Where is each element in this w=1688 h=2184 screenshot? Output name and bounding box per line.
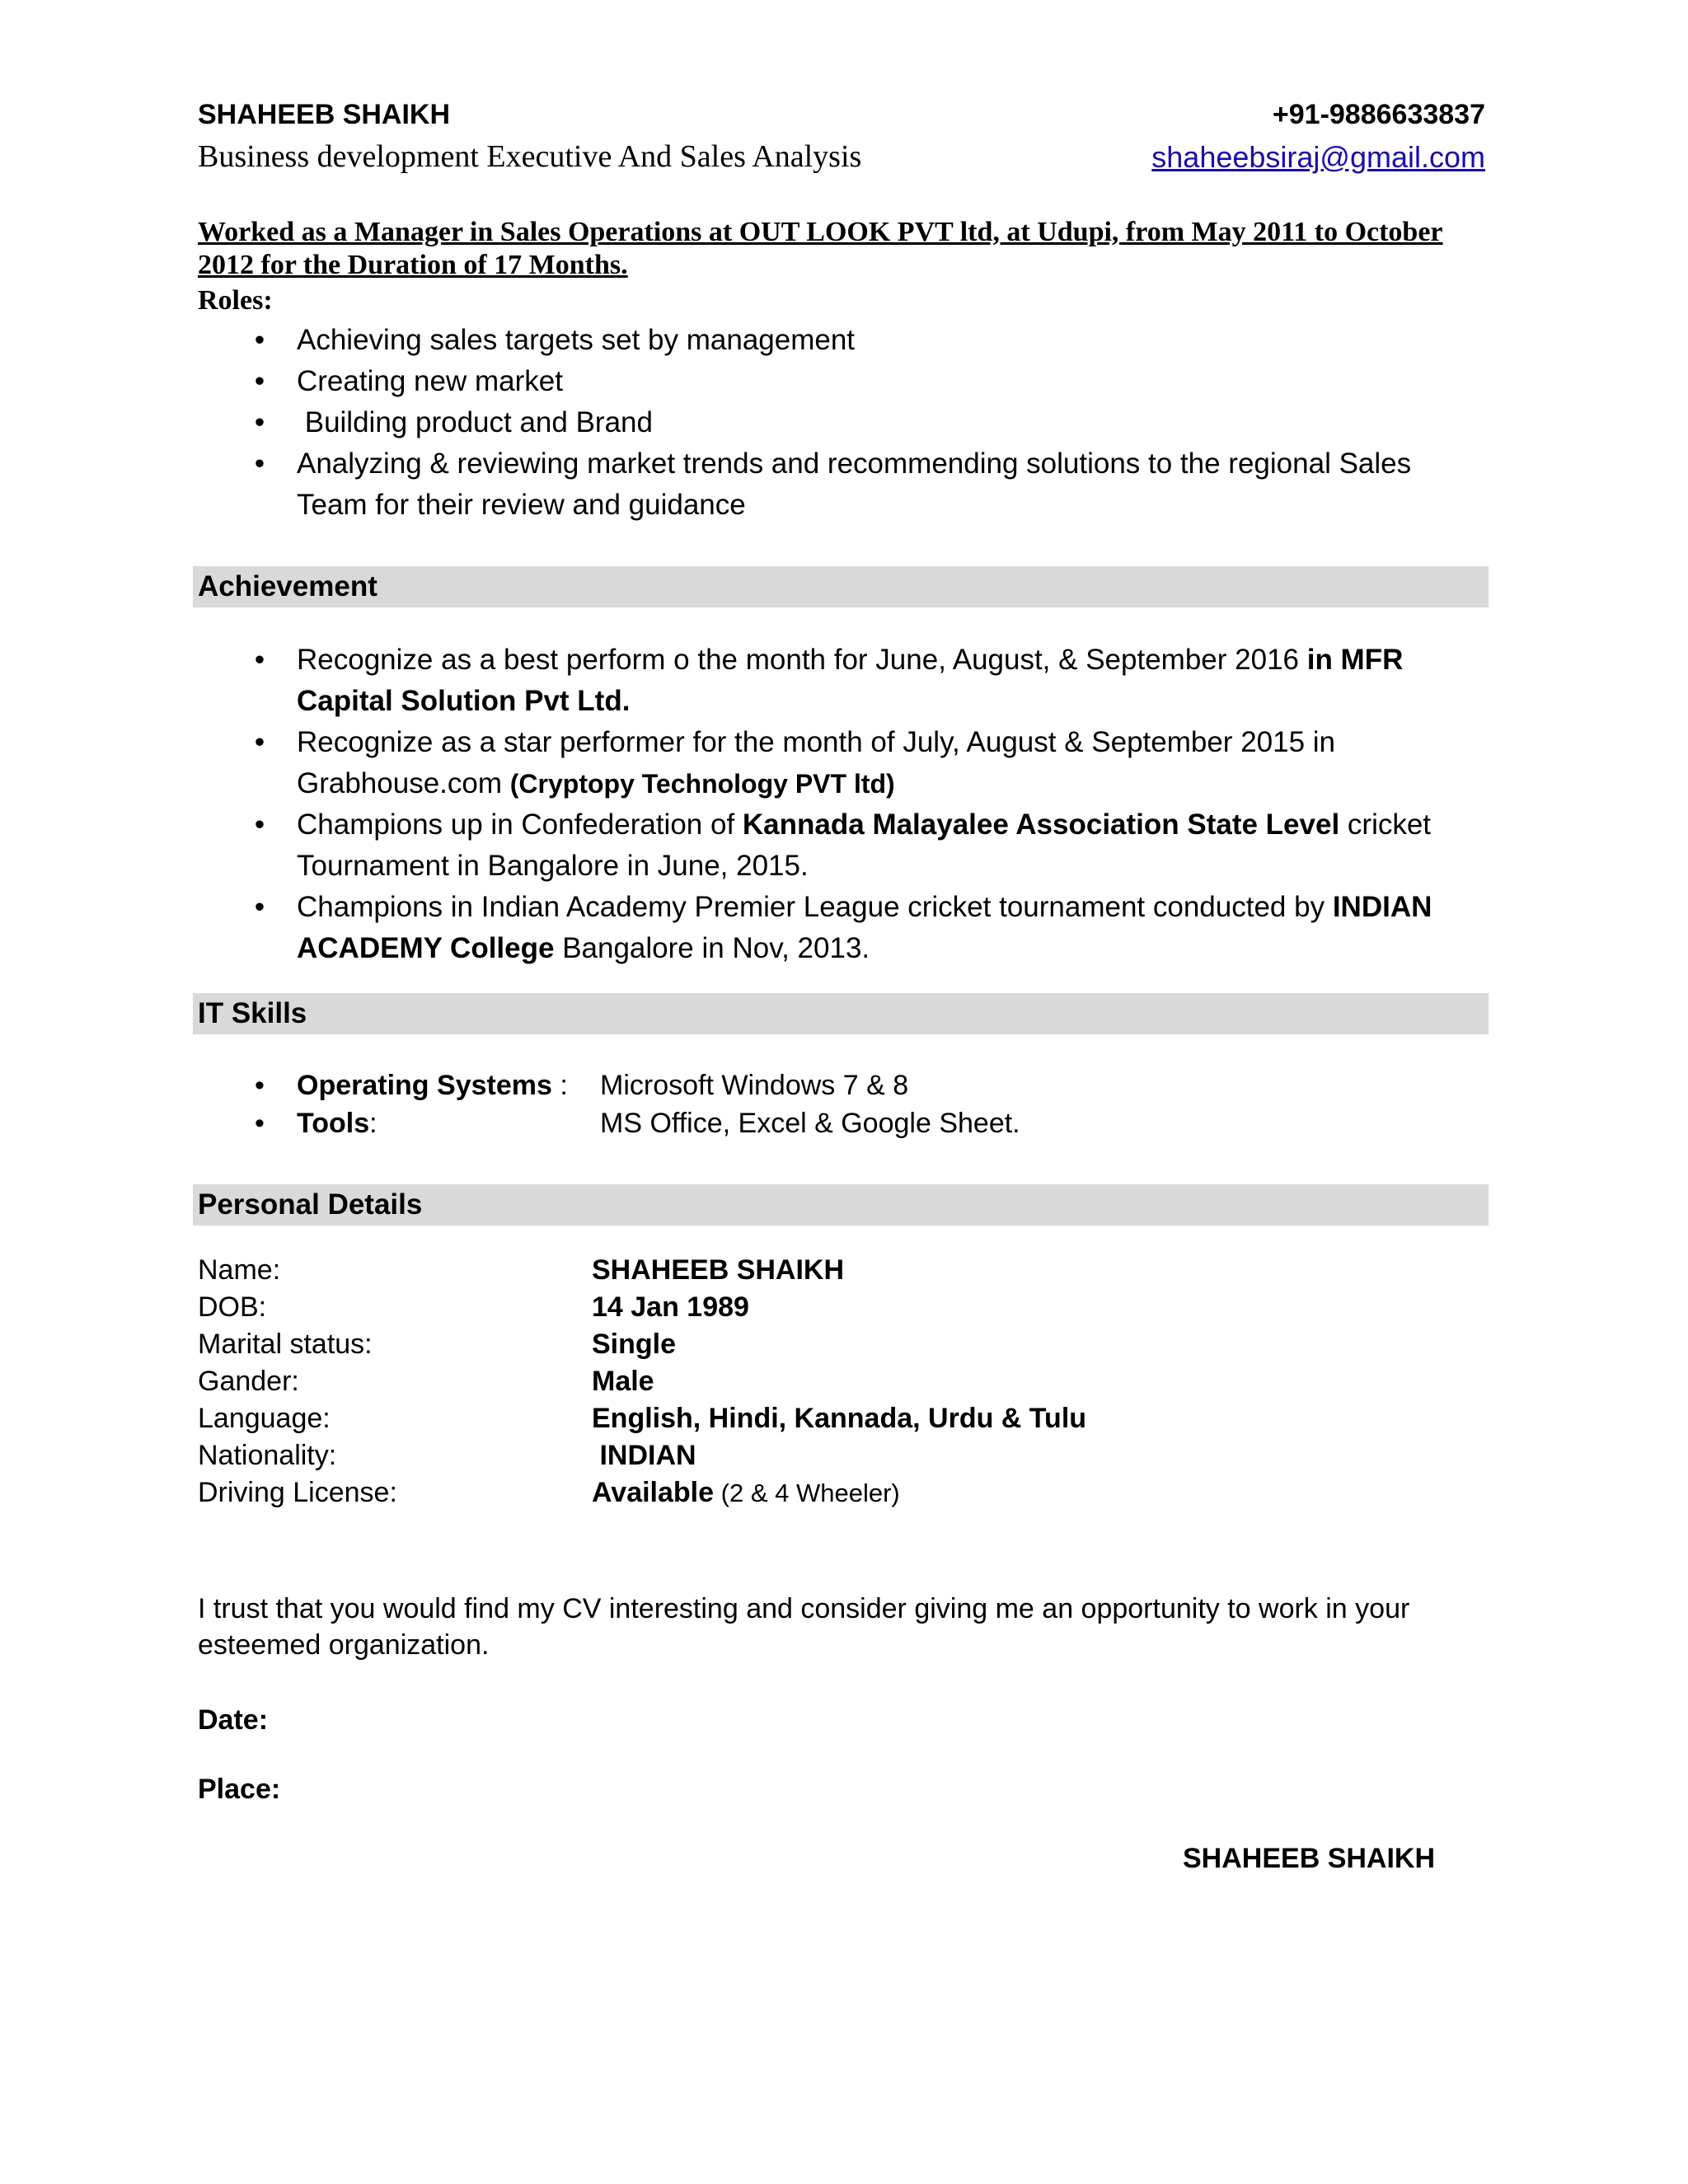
- skill-value: MS Office, Excel & Google Sheet.: [600, 1108, 1020, 1139]
- list-item: • Achieving sales targets set by management: [198, 320, 1485, 361]
- detail-row: [198, 1440, 1352, 1477]
- list-item: • Building product and Brand: [198, 402, 1485, 443]
- roles-label: Roles:: [198, 285, 273, 316]
- bullet-icon: •: [255, 1070, 265, 1101]
- bullet-icon: •: [254, 726, 265, 758]
- signature-name: SHAHEEB SHAIKH: [1183, 1843, 1436, 1874]
- personal-details: [198, 1254, 1352, 1514]
- detail-row: [198, 1366, 1352, 1403]
- list-item: • Champions in Indian Academy Premier League cricket tournament conducted by INDIAN ACADEMY College Bangalore in Nov, 2013.: [198, 887, 1485, 969]
- detail-key: Driving License:: [198, 1477, 397, 1508]
- roles-list: [198, 320, 1485, 526]
- detail-value: English, Hindi, Kannada, Urdu & Tulu: [592, 1403, 1087, 1434]
- list-item: • Creating new market: [198, 361, 1485, 402]
- detail-row: [198, 1403, 1352, 1440]
- bullet-icon: •: [255, 1108, 265, 1139]
- bullet-icon: •: [254, 406, 265, 438]
- detail-value: Available: [592, 1477, 715, 1508]
- list-item: • Recognize as a best perform o the month for June, August, & September 2016 in MFR Capital Solution Pvt Ltd.: [198, 640, 1485, 722]
- detail-key: Name:: [198, 1254, 281, 1286]
- section-bar-achievement: [193, 566, 1489, 607]
- list-item: • Recognize as a star performer for the month of July, August & September 2015 in Grabhouse.com (Cryptopy Technology PVT ltd): [198, 722, 1485, 804]
- skill-label: Tools: [297, 1108, 370, 1139]
- detail-row: [198, 1477, 1352, 1514]
- achievement-list: [198, 640, 1485, 969]
- work-heading: Worked as a Manager in Sales Operations at OUT LOOK PVT ltd, at Udupi, from May 2011 to October 2012 for the Duration of 17 Months.: [198, 217, 1443, 280]
- skill-label: Operating Systems: [297, 1070, 552, 1101]
- candidate-name: SHAHEEB SHAIKH: [198, 99, 451, 130]
- section-title: Achievement: [198, 570, 377, 602]
- detail-value: 14 Jan 1989: [592, 1291, 749, 1323]
- detail-key: Nationality:: [198, 1440, 337, 1471]
- list-item: • Champions up in Confederation of Kannada Malayalee Association State Level cricket Tournament in Bangalore in June, 2015.: [198, 804, 1485, 887]
- detail-key: Gander:: [198, 1366, 299, 1397]
- closing-statement: I trust that you would find my CV interesting and consider giving me an opportunity to work in your esteemed organization.: [198, 1593, 1410, 1661]
- bullet-icon: •: [254, 365, 265, 397]
- detail-row: [198, 1254, 1352, 1291]
- skill-value: Microsoft Windows 7 & 8: [600, 1070, 909, 1101]
- candidate-title: Business development Executive And Sales Analysis: [198, 139, 862, 174]
- bullet-icon: •: [254, 808, 265, 841]
- detail-value: Male: [592, 1366, 654, 1397]
- skill-row: • Operating Systems : Microsoft Windows 7 & 8: [198, 1070, 1484, 1108]
- detail-value: SHAHEEB SHAIKH: [592, 1254, 845, 1286]
- phone-number: +91-9886633837: [1272, 99, 1485, 130]
- section-bar-it-skills: [193, 993, 1489, 1034]
- email-link[interactable]: shaheebsiraj@gmail.com: [1151, 140, 1485, 174]
- detail-note: (2 & 4 Wheeler): [714, 1479, 900, 1507]
- bullet-icon: •: [254, 448, 265, 480]
- section-title: Personal Details: [198, 1188, 423, 1221]
- detail-key: DOB:: [198, 1291, 267, 1323]
- skills-list: [198, 1070, 1484, 1146]
- detail-value: Single: [592, 1329, 677, 1360]
- bullet-icon: •: [254, 891, 265, 923]
- skill-row: • Tools: MS Office, Excel & Google Sheet.: [198, 1108, 1484, 1146]
- date-label: Date:: [198, 1704, 269, 1736]
- detail-key: Marital status:: [198, 1329, 373, 1360]
- bullet-icon: •: [254, 324, 265, 356]
- detail-row: [198, 1291, 1352, 1329]
- section-bar-personal-details: [193, 1184, 1489, 1226]
- section-title: IT Skills: [198, 997, 307, 1029]
- detail-value: INDIAN: [592, 1440, 696, 1471]
- list-item: • Analyzing & reviewing market trends and recommending solutions to the regional Sales Team for their review and guidance: [198, 443, 1485, 526]
- bullet-icon: •: [254, 644, 265, 676]
- place-label: Place:: [198, 1774, 281, 1805]
- detail-key: Language:: [198, 1403, 331, 1434]
- detail-row: [198, 1329, 1352, 1366]
